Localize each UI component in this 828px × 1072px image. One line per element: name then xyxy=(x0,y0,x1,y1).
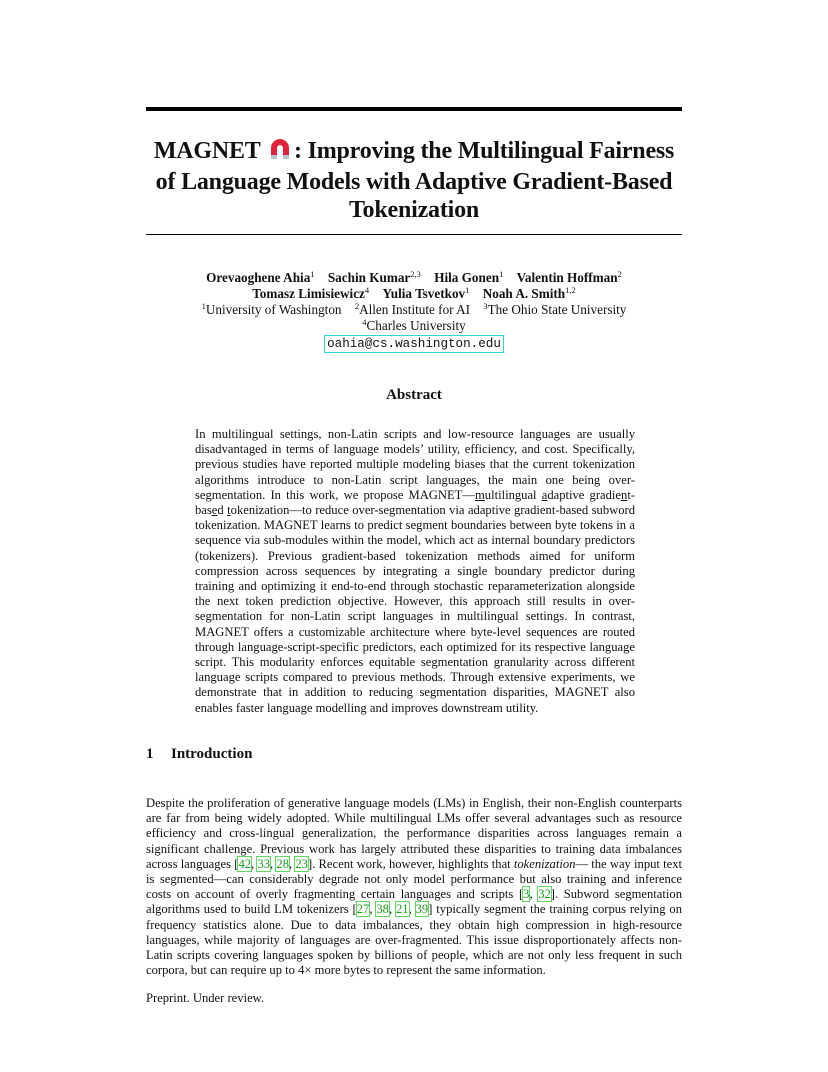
affiliation-row-1 xyxy=(146,302,682,318)
affiliation-num: 4 xyxy=(362,317,367,327)
author-name: Sachin Kumar xyxy=(327,270,411,285)
citation-link[interactable]: 23 xyxy=(295,856,308,871)
author-aff: 2 xyxy=(617,269,622,279)
citation-link[interactable]: 42 xyxy=(238,856,252,871)
affiliation-name: The Ohio State University xyxy=(487,302,627,317)
author-name: Valentin Hoffman xyxy=(516,270,618,285)
author-aff: 2,3 xyxy=(410,269,421,279)
author-row-1 xyxy=(146,270,682,286)
author-name: Noah A. Smith xyxy=(482,286,566,301)
citation-link[interactable]: 32 xyxy=(538,887,551,902)
affiliation-name: Charles University xyxy=(366,318,466,333)
author-aff: 4 xyxy=(364,285,370,295)
top-rule xyxy=(146,107,682,111)
affiliation-num: 3 xyxy=(483,301,488,311)
citation-link[interactable]: 38 xyxy=(376,902,389,917)
title-rest: : Improving the Multilingual Fairness of Language Models with Adaptive Gradient-Based Tokenization xyxy=(155,138,675,223)
author-block xyxy=(146,270,682,334)
citation-link[interactable]: 27 xyxy=(356,902,370,917)
email-container xyxy=(146,334,682,353)
affiliation-num: 1 xyxy=(201,301,206,311)
citation-link[interactable]: 28 xyxy=(276,856,289,871)
citation-link[interactable]: 3 xyxy=(523,887,530,902)
author-row-2 xyxy=(146,286,682,302)
author-name: Yulia Tsvetkov xyxy=(382,286,466,301)
author-name: Tomasz Limisiewicz xyxy=(252,286,365,301)
citation-link[interactable]: 33 xyxy=(257,856,271,871)
abstract-heading: Abstract xyxy=(386,387,442,403)
citation-link[interactable]: 39 xyxy=(415,902,429,917)
affiliation-row-2 xyxy=(146,318,682,334)
author-aff: 1 xyxy=(465,285,470,295)
section-title: Introduction xyxy=(171,746,253,762)
author-aff: 1 xyxy=(499,269,504,279)
citation-link[interactable]: 21 xyxy=(396,902,409,917)
magnet-icon xyxy=(268,137,292,168)
section-heading xyxy=(146,746,252,763)
paper-title xyxy=(146,137,682,224)
author-aff: 1 xyxy=(310,269,315,279)
email-link[interactable]: oahia@cs.washington.edu xyxy=(324,335,504,353)
section-number: 1 xyxy=(146,746,154,762)
footer-note: Preprint. Under review. xyxy=(146,991,265,1005)
abstract-body: In multilingual settings, non-Latin scripts and low-resource languages are usually disadvantaged in terms of language models’ utility, efficiency, and cost. Specifically, previous studies have reported multiple modeling biases that the current tokenization algorithms introduce to non-Latin script languages, the main one being over-segmentation. In this work, we propose MAGNET—multilingual adaptive gradient-based tokenization—to reduce over-segmentation via adaptive gradient-based subword tokenization. MAGNET learns to predict segment boundaries between byte tokens in a sequence via sub-modules within the model, which act as internal boundary predictors (tokenizers). Previous gradient-based tokenization methods aimed for uniform compression across sequences by integrating a single boundary predictor during training and optimizing it end-to-end through stochastic reparameterization alongside the next token prediction objective. However, this approach still results in over-segmentation for non-Latin script languages in multilingual settings. In contrast, MAGNET offers a customizable architecture where byte-level sequences are routed through language-script-specific predictors, each optimized for its respective language script. This modularity enforces equitable segmentation granularity across different language scripts compared to previous methods. Through extensive experiments, we demonstrate that in addition to reducing segmentation disparities, MAGNET also enables faster language modelling and improves downstream utility. xyxy=(195,427,636,715)
author-name: Hila Gonen xyxy=(434,270,500,285)
bottom-rule xyxy=(146,234,682,235)
introduction-body: Despite the proliferation of generative language models (LMs) in English, their non-English counterparts are far from being widely adopted. While multilingual LMs offer several advantages such as resource efficiency and cross-lingual generalization, the performance disparities across languages remain a significant challenge. Previous work has largely attributed these disparities to training data imbalances across languages [42, 33, 28, 23]. Recent work, however, highlights that tokenization— the way input text is segmented—can considerably degrade not only model performance but also training and inference costs on account of overly fragmenting certain languages and scripts [3, 32]. Subword segmentation algorithms used to build LM tokenizers [27, 38, 21, 39] typically segment the training corpus relying on frequency statistics alone. Due to data imbalances, they obtain high compression in high-resource languages, while majority of languages are over-fragmented. This issue disproportionately affects non-Latin scripts covering languages spoken by billions of people, which are not only less frequent in such corpora, but can require up to 4× more bytes to represent the same information. xyxy=(146,796,683,978)
author-aff: 1,2 xyxy=(565,285,576,295)
author-name: Orevaoghene Ahia xyxy=(206,270,311,285)
affiliation-name: University of Washington xyxy=(205,302,342,317)
affiliation-num: 2 xyxy=(354,301,360,311)
affiliation-name: Allen Institute for AI xyxy=(359,302,471,317)
title-magnet-word: MAGNET xyxy=(153,138,261,164)
